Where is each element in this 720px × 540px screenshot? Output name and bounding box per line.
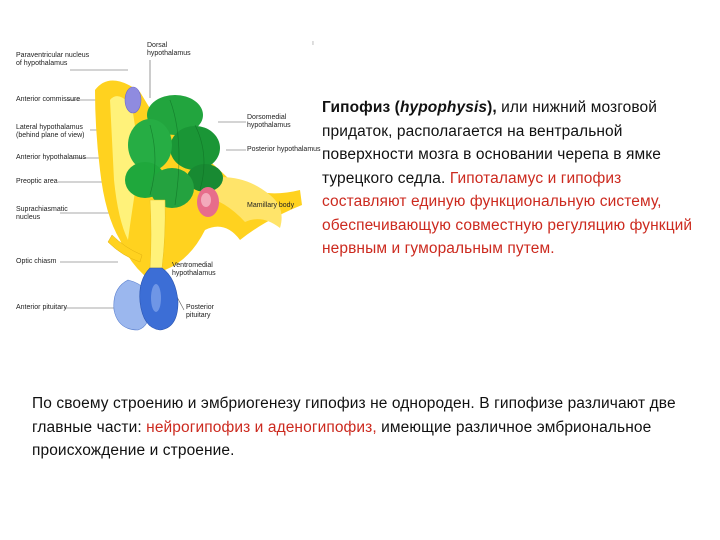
label-preoptic-area: Preoptic area bbox=[16, 178, 58, 185]
infundibulum-stalk bbox=[150, 200, 165, 268]
label-anterior-hypothalamus: Anterior hypothalamus bbox=[16, 154, 87, 161]
label-lateral-hypothalamus: Lateral hypothalamus (behind plane of view) bbox=[16, 124, 85, 139]
tiny-mark: ı bbox=[312, 40, 314, 47]
term-hypophysis-latin: hypophysis bbox=[399, 99, 488, 116]
hypothalamus-pituitary-diagram bbox=[0, 30, 320, 340]
label-mamillary-body: Mamillary body bbox=[247, 202, 295, 209]
label-dorsal-hypothalamus: Dorsal hypothalamus bbox=[147, 42, 191, 57]
structure-paragraph-start: По своему строению и эмбриогенезу гипофиз не однороден. В гипофизе различают две главные части: bbox=[32, 395, 676, 436]
term-hypophysis: Гипофиз (hypophysis), bbox=[322, 99, 497, 116]
structure-paragraph-highlight: нейрогипофиз и аденогипофиз, bbox=[146, 418, 377, 436]
definition-highlight: Гипоталамус и гипофиз составляют единую функциональную систему, обеспечивающую совместную регуляцию функций нервным и гуморальным путем. bbox=[322, 169, 693, 257]
label-posterior-hypothalamus: Posterior hypothalamus bbox=[247, 146, 321, 153]
definition-body: или нижний мозговой придаток, располагается на вентральной поверхности мозга в основании черепа в ямке турецкого седла. bbox=[322, 99, 662, 187]
hypophysis-definition-text bbox=[322, 96, 702, 261]
label-ventromedial-hypothalamus: Ventromedial hypothalamus bbox=[172, 262, 216, 277]
label-anterior-commissure: Anterior commissure bbox=[16, 96, 81, 103]
label-suprachiasmatic-nucleus: Suprachiasmatic nucleus bbox=[16, 206, 68, 221]
mamillary-body-highlight bbox=[201, 193, 211, 207]
label-dorsomedial-hypothalamus: Dorsomedial hypothalamus bbox=[247, 114, 291, 129]
structure-paragraph-end: имеющие различное эмбриональное происхождение и строение. bbox=[32, 418, 652, 459]
label-optic-chiasm: Optic chiasm bbox=[16, 258, 57, 265]
structure-paragraph bbox=[32, 392, 702, 463]
label-posterior-pituitary: Posterior pituitary bbox=[186, 304, 215, 319]
posterior-pituitary-highlight bbox=[151, 284, 161, 312]
label-paraventricular-nucleus: Paraventricular nucleus of hypothalamus bbox=[16, 52, 90, 67]
anterior-commissure bbox=[125, 87, 141, 113]
label-anterior-pituitary: Anterior pituitary bbox=[16, 304, 67, 311]
